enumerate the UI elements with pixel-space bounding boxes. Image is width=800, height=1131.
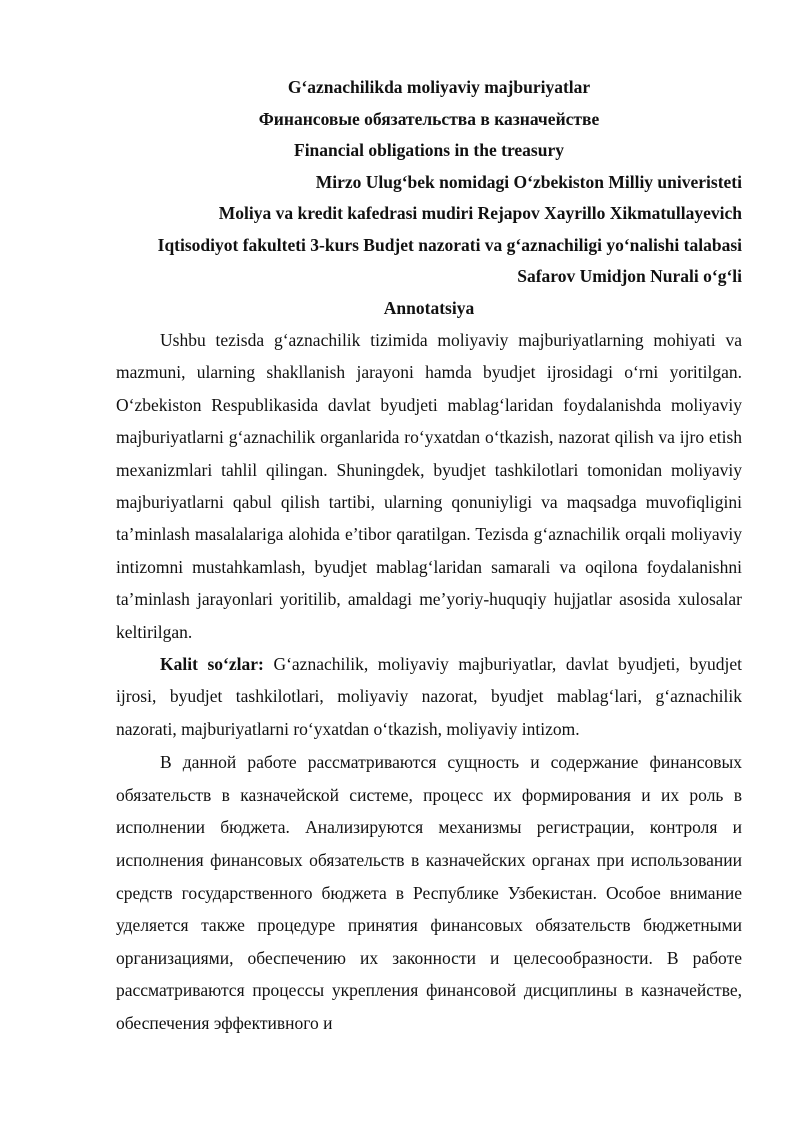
title-russian: Финансовые обязательства в казначействе xyxy=(258,108,600,129)
keywords-paragraph xyxy=(116,648,742,745)
abstract-uzbek: Ushbu tezisda g‘aznachilik tizimida moliyaviy majburiyatlarning mohiyati va mazmuni, ularning shakllanish jarayoni hamda byudjet ijrosidagi o‘rni yoritilgan. O‘zbekiston Respublikasida davlat byudjeti mablag‘laridan foydalanishda moliyaviy majburiyatlarni g‘aznachilik organlarida ro‘yxatdan o‘tkazish, nazorat qilish va ijro etish mexanizmlari tahlil qilingan. Shuningdek, byudjet tashkilotlari tomonidan moliyaviy majburiyatlarni qabul qilish tartibi, ularning qonuniyligi va maqsadga muvofiqligini ta’minlash masalalariga alohida e’tibor qaratilgan. Tezisda g‘aznachilik orqali moliyaviy intizomni mustahkamlash, byudjet mablag‘laridan samarali va oqilona foydalanishni ta’minlash jarayonlari yoritilib, amaldagi me’yoriy-huquqiy hujjatlar asosida xulosalar keltirilgan. xyxy=(116,330,742,642)
annotation-heading: Annotatsiya xyxy=(383,297,475,318)
abstract-russian: В данной работе рассматриваются сущность и содержание финансовых обязательств в казначейской системе, процесс их формирования и их роль в исполнении бюджета. Анализируются механизмы регистрации, контроля и исполнения финансовых обязательств в казначейских органах при использовании средств государственного бюджета в Республике Узбекистан. Особое внимание уделяется также процедуре принятия финансовых обязательств бюджетными организациями, обеспечению их законности и целесообразности. В работе рассматриваются процессы укрепления финансовой дисциплины в казначействе, обеспечения эффективного и xyxy=(116,752,742,1034)
keywords-label: Kalit so‘zlar: xyxy=(160,654,264,675)
author-student-line: Iqtisodiyot fakulteti 3-kurs Budjet nazorati va g‘aznachiligi yo‘nalishi talabasi xyxy=(157,234,742,255)
author-supervisor: Moliya va kredit kafedrasi mudiri Rejapov Xayrillo Xikmatullayevich xyxy=(218,203,742,223)
author-university: Mirzo Ulug‘bek nomidagi O‘zbekiston Milliy univeristeti xyxy=(315,171,742,192)
title-uzbek: G‘aznachilikda moliyaviy majburiyatlar xyxy=(287,77,591,97)
keywords-text: G‘aznachilik, moliyaviy majburiyatlar, davlat byudjeti, byudjet ijrosi, byudjet tashkilotlari, moliyaviy nazorat, byudjet mablag‘lari, g‘aznachilik nazorati, majburiyatlarni ro‘yxatdan o‘tkazish, moliyaviy intizom. xyxy=(116,654,742,739)
author-student-name: Safarov Umidjon Nurali o‘g‘li xyxy=(517,266,742,286)
document-page xyxy=(116,72,742,1040)
title-english: Financial obligations in the treasury xyxy=(294,140,564,160)
